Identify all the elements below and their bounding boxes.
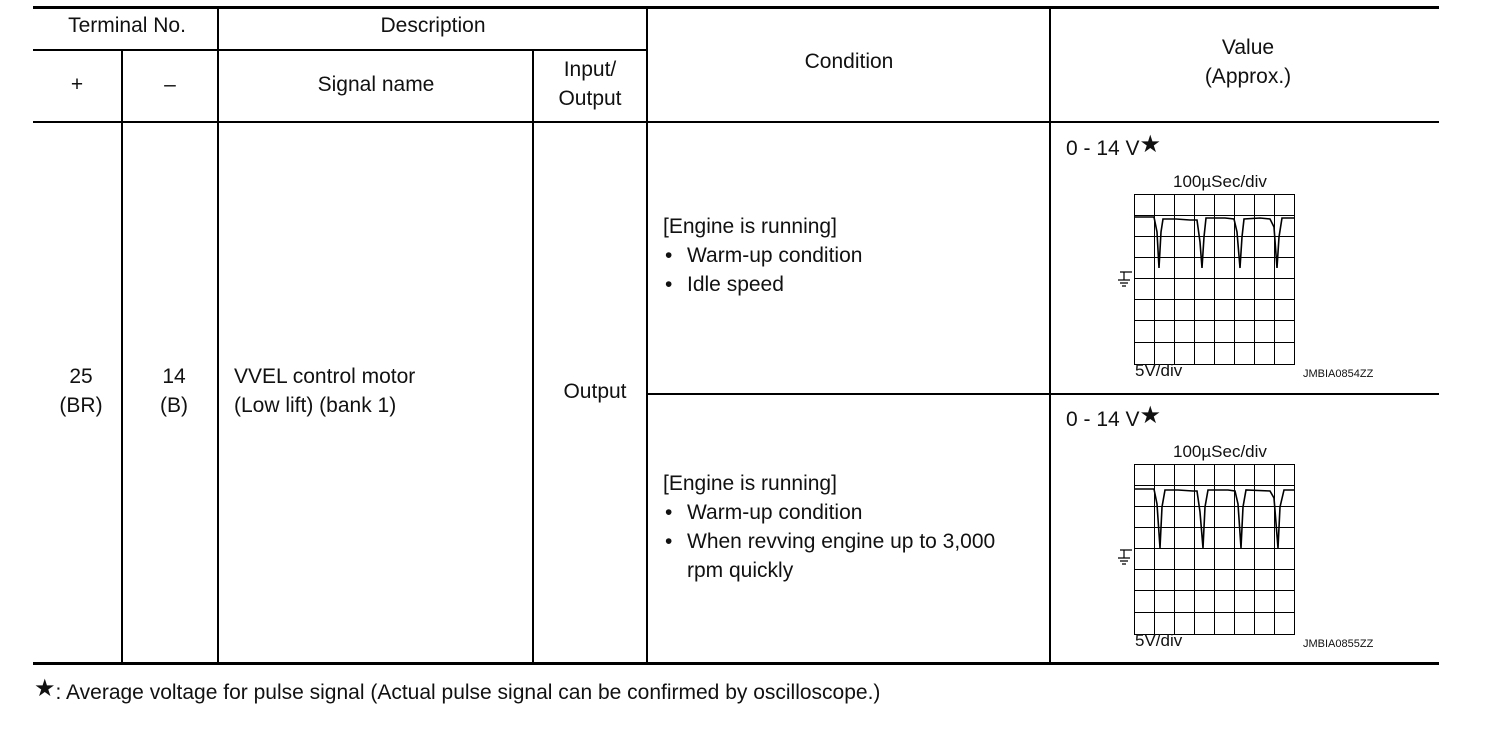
condition-2-bullet-2-continued: rpm quickly	[687, 559, 794, 582]
signal-name-line1: VVEL control motor	[234, 365, 416, 388]
value-1-voltage-text: 0 - 14 V	[1066, 137, 1140, 160]
value-2-star-icon: ★	[1139, 402, 1162, 429]
condition-2-bullet-1: • Warm-up condition	[687, 498, 862, 527]
plus-terminal-color: (BR)	[59, 394, 103, 417]
value-2-volt-div: 5V/div	[1135, 631, 1183, 650]
footnote-text: : Average voltage for pulse signal (Actual pulse signal can be confirmed by oscilloscope.)	[55, 681, 881, 704]
header-signal-name: Signal name	[317, 73, 435, 96]
header-minus: –	[164, 73, 176, 96]
col-divider-signal-io	[532, 50, 534, 663]
header-bottom-rule	[33, 121, 1439, 123]
table-top-border	[33, 6, 1439, 9]
minus-terminal-color: (B)	[160, 394, 188, 417]
ground-symbol-icon	[1118, 272, 1132, 286]
table-bottom-border	[33, 662, 1439, 665]
signal-name-line2: (Low lift) (bank 1)	[234, 394, 397, 417]
header-divider-terminal-description	[33, 49, 647, 51]
header-input-output-line1: Input/	[563, 58, 617, 81]
header-input-output-line2: Output	[558, 87, 622, 110]
value-2-time-div: 100µSec/div	[1173, 442, 1267, 461]
condition-row-divider	[647, 393, 1439, 395]
header-value-line2: (Approx.)	[1204, 65, 1292, 88]
value-1-volt-div: 5V/div	[1135, 361, 1183, 380]
value-2-figure-code: JMBIA0855ZZ	[1303, 638, 1374, 650]
col-divider-plus-minus	[121, 50, 123, 663]
condition-1-bullet-1: • Warm-up condition	[687, 241, 862, 270]
value-2-voltage	[1066, 402, 1162, 434]
footnote	[34, 675, 881, 707]
minus-terminal-number: 14	[162, 365, 186, 388]
footnote-star-icon: ★	[34, 675, 56, 702]
condition-2-title: [Engine is running]	[663, 472, 837, 495]
col-divider-terminal-description	[217, 8, 219, 663]
header-plus: +	[70, 73, 84, 96]
header-terminal-no: Terminal No.	[68, 14, 186, 37]
header-description: Description	[380, 14, 486, 37]
value-1-figure-code: JMBIA0854ZZ	[1303, 368, 1374, 380]
value-1-time-div: 100µSec/div	[1173, 172, 1267, 191]
value-1-voltage	[1066, 131, 1162, 163]
header-value-line1: Value	[1221, 36, 1275, 59]
ground-symbol-icon	[1118, 550, 1132, 564]
condition-1-bullet-2: • Idle speed	[687, 270, 784, 299]
header-condition: Condition	[804, 50, 894, 73]
oscilloscope-1-chart	[1110, 192, 1300, 368]
plus-terminal-number: 25	[69, 365, 93, 388]
value-1-star-icon: ★	[1139, 131, 1162, 158]
io-value: Output	[563, 380, 627, 403]
oscilloscope-2-chart	[1110, 462, 1300, 638]
condition-2-bullet-2: • When revving engine up to 3,000	[687, 527, 995, 556]
col-divider-condition-value	[1049, 8, 1051, 663]
condition-1-title: [Engine is running]	[663, 215, 837, 238]
value-2-voltage-text: 0 - 14 V	[1066, 408, 1140, 431]
